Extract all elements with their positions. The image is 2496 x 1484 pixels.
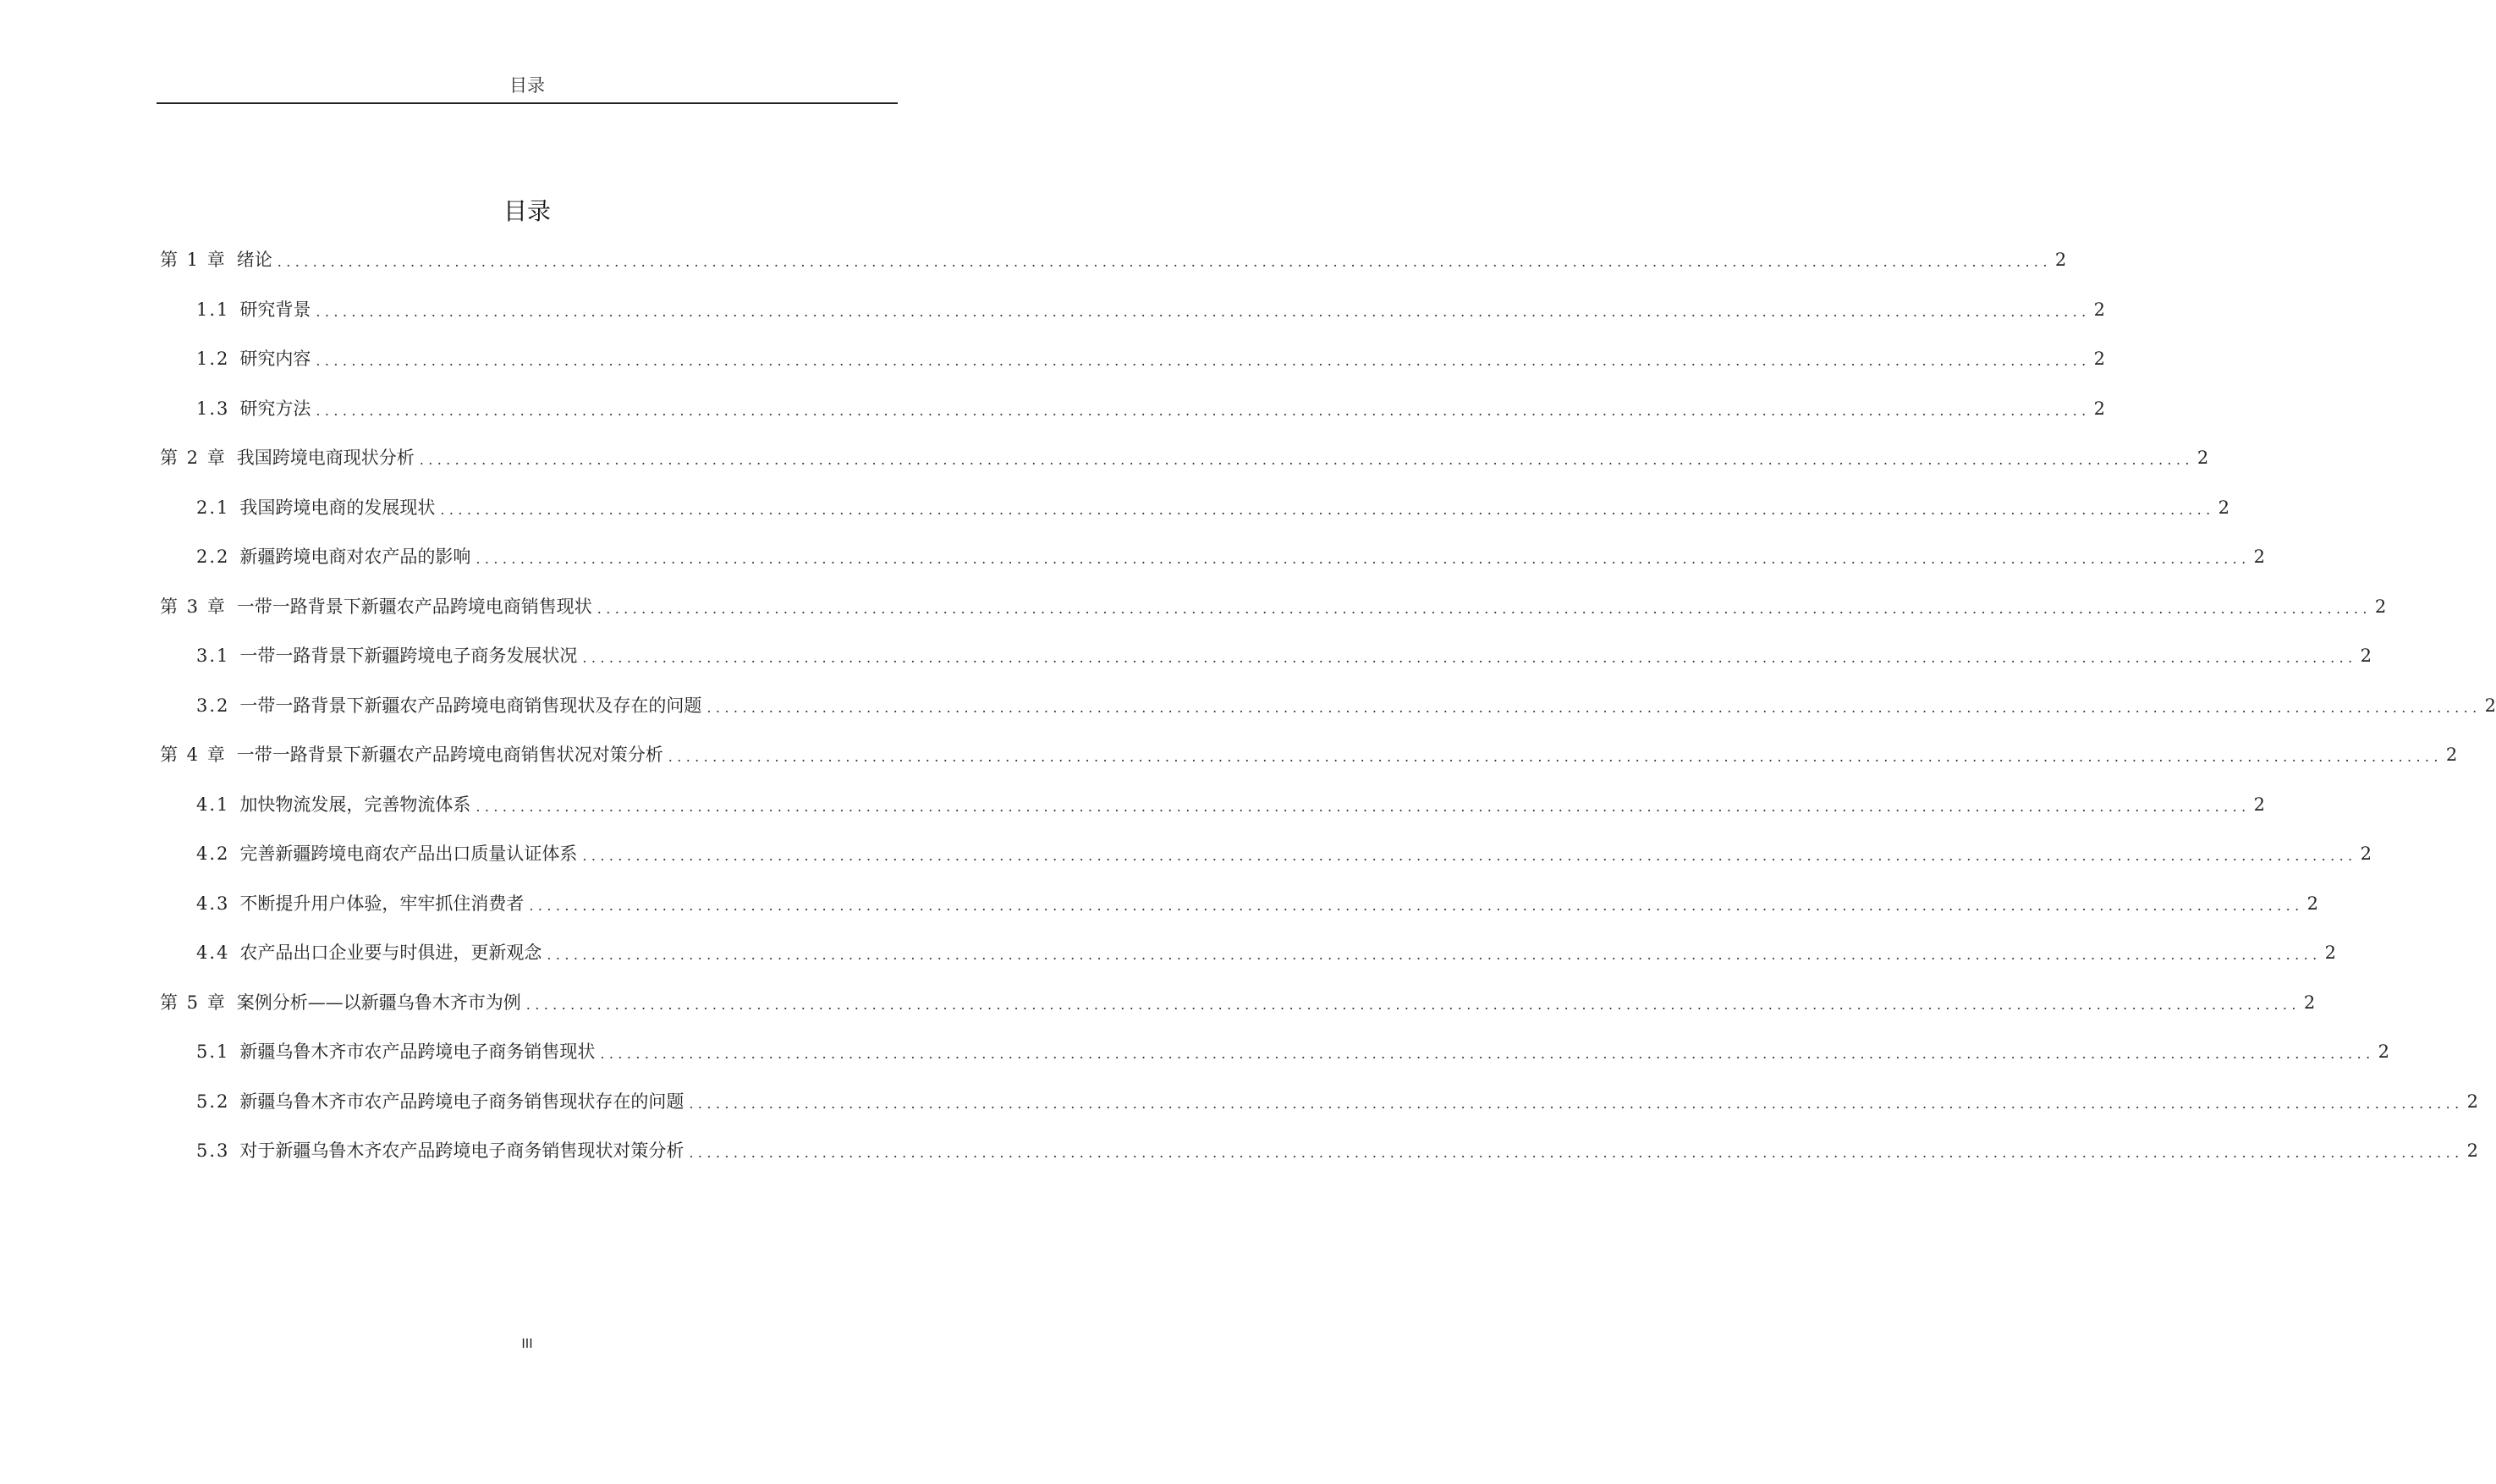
toc-section-entry[interactable] [196, 889, 2318, 918]
toc-entry-number: 2.1 [196, 497, 230, 518]
toc-section-entry[interactable] [196, 493, 2229, 522]
toc-entry-title: 研究背景 [239, 300, 311, 320]
toc-dot-leader: ........................................................................................................................................................................................................ [316, 353, 2091, 369]
toc-entry-number: 1.2 [196, 349, 230, 369]
toc-entry-page: 2 [2374, 596, 2387, 617]
toc-entry-number: 第 3 章 [160, 596, 227, 617]
toc-section-entry[interactable] [196, 1087, 2478, 1116]
toc-entry-number: 4.1 [196, 794, 230, 815]
toc-dot-leader: ........................................................................................................................................................................................................ [316, 403, 2091, 419]
toc-entry-page: 2 [2466, 1140, 2478, 1161]
toc-entry-number: 第 2 章 [160, 448, 227, 468]
toc-entry-page: 2 [2466, 1091, 2478, 1112]
toc-entry-title: 研究内容 [239, 349, 311, 369]
toc-entry-page: 2 [2484, 695, 2496, 716]
toc-entry-page: 2 [2306, 893, 2318, 914]
toc-entry-title: 对于新疆乌鲁木齐农产品跨境电子商务销售现状对策分析 [239, 1140, 684, 1161]
toc-entry-number: 1.1 [196, 300, 230, 320]
toc-entry-title: 我国跨境电商的发展现状 [239, 497, 436, 518]
toc-entry-title: 研究方法 [239, 398, 311, 419]
toc-entry-title: 绪论 [236, 250, 272, 270]
toc-entry-title: 我国跨境电商现状分析 [236, 448, 415, 468]
toc-section-entry[interactable] [196, 1136, 2478, 1165]
header-rule [157, 102, 898, 104]
toc-dot-leader: ........................................................................................................................................................................................................ [689, 1145, 2464, 1161]
toc-dot-leader: ........................................................................................................................................................................................................ [582, 650, 2357, 666]
toc-entry-number: 5.1 [196, 1042, 230, 1062]
toc-entry-number: 2.2 [196, 547, 230, 567]
toc-entry-page: 2 [2093, 300, 2105, 320]
toc-dot-leader: ........................................................................................................................................................................................................ [529, 898, 2304, 914]
toc-section-entry[interactable] [196, 839, 2372, 868]
toc-entry-number: 5.2 [196, 1091, 230, 1112]
toc-entry-title: 新疆乌鲁木齐市农产品跨境电子商务销售现状存在的问题 [239, 1091, 684, 1112]
toc-entry-number: 5.3 [196, 1140, 230, 1161]
toc-title: 目录 [503, 197, 551, 225]
toc-entry-title: 一带一路背景下新疆跨境电子商务发展状况 [239, 646, 578, 666]
toc-entry-page: 2 [2378, 1042, 2389, 1062]
toc-entry-title: 加快物流发展，完善物流体系 [239, 794, 471, 815]
toc-dot-leader: ........................................................................................................................................................................................................ [316, 304, 2091, 320]
toc-entry-page: 2 [2054, 250, 2067, 270]
toc-section-entry[interactable] [196, 344, 2105, 373]
toc-entry-page: 2 [2093, 398, 2105, 419]
toc-chapter-entry[interactable] [160, 443, 2209, 472]
toc-entry-page: 2 [2324, 943, 2336, 963]
toc-entry-title: 不断提升用户体验，牢牢抓住消费者 [239, 893, 525, 914]
toc-chapter-entry[interactable] [160, 245, 2067, 274]
toc-entry-title: 新疆乌鲁木齐市农产品跨境电子商务销售现状 [239, 1042, 596, 1062]
toc-dot-leader: ........................................................................................................................................................................................................ [689, 1096, 2464, 1112]
toc-chapter-entry[interactable] [160, 740, 2458, 769]
toc-entry-number: 第 5 章 [160, 992, 227, 1013]
toc-entry-page: 2 [2360, 844, 2372, 864]
toc-entry-title: 完善新疆跨境电商农产品出口质量认证体系 [239, 844, 578, 864]
toc-section-entry[interactable] [196, 641, 2372, 670]
toc-entry-number: 第 1 章 [160, 250, 227, 270]
toc-dot-leader: ........................................................................................................................................................................................................ [440, 502, 2215, 518]
toc-dot-leader: ........................................................................................................................................................................................................ [706, 700, 2482, 716]
toc-entry-page: 2 [2218, 497, 2229, 518]
toc-dot-leader: ........................................................................................................................................................................................................ [597, 601, 2372, 617]
toc-section-entry[interactable] [196, 790, 2265, 819]
toc-section-entry[interactable] [196, 691, 2496, 720]
toc-entry-title: 一带一路背景下新疆农产品跨境电商销售状况对策分析 [236, 745, 663, 765]
toc-entry-page: 2 [2196, 448, 2209, 468]
toc-chapter-entry[interactable] [160, 592, 2387, 621]
toc-dot-leader: ........................................................................................................................................................................................................ [668, 749, 2443, 765]
toc-section-entry[interactable] [196, 295, 2105, 324]
toc-section-entry[interactable] [196, 938, 2336, 967]
toc-entry-number: 第 4 章 [160, 745, 227, 765]
toc-entry-title: 一带一路背景下新疆农产品跨境电商销售现状 [236, 596, 592, 617]
toc-entry-number: 4.3 [196, 893, 230, 914]
toc-entry-page: 2 [2360, 646, 2372, 666]
toc-dot-leader: ........................................................................................................................................................................................................ [476, 799, 2251, 815]
toc-entry-page: 2 [2303, 992, 2316, 1013]
toc-entry-page: 2 [2253, 794, 2265, 815]
toc-section-entry[interactable] [196, 1037, 2389, 1066]
toc-chapter-entry[interactable] [160, 988, 2316, 1017]
toc-entry-title: 农产品出口企业要与时俱进，更新观念 [239, 943, 542, 963]
toc-section-entry[interactable] [196, 394, 2105, 423]
toc-entry-number: 4.2 [196, 844, 230, 864]
toc-entry-page: 2 [2253, 547, 2265, 567]
toc-entry-number: 3.2 [196, 695, 230, 716]
toc-entry-title: 一带一路背景下新疆农产品跨境电商销售现状及存在的问题 [239, 695, 702, 716]
toc-entry-number: 4.4 [196, 943, 230, 963]
running-header: 目录 [509, 75, 545, 96]
toc-dot-leader: ........................................................................................................................................................................................................ [547, 947, 2322, 963]
toc-dot-leader: ........................................................................................................................................................................................................ [277, 254, 2052, 270]
toc-entry-page: 2 [2445, 745, 2458, 765]
page-number: III [521, 1336, 533, 1351]
toc-dot-leader: ........................................................................................................................................................................................................ [419, 452, 2194, 468]
toc-dot-leader: ........................................................................................................................................................................................................ [525, 997, 2301, 1013]
toc-section-entry[interactable] [196, 542, 2265, 571]
toc-entry-number: 1.3 [196, 398, 230, 419]
toc-entry-page: 2 [2093, 349, 2105, 369]
toc-dot-leader: ........................................................................................................................................................................................................ [476, 551, 2251, 567]
toc-dot-leader: ........................................................................................................................................................................................................ [582, 848, 2357, 864]
toc-entry-title: 新疆跨境电商对农产品的影响 [239, 547, 471, 567]
toc-entry-number: 3.1 [196, 646, 230, 666]
toc-dot-leader: ........................................................................................................................................................................................................ [600, 1046, 2375, 1062]
toc-entry-title: 案例分析——以新疆乌鲁木齐市为例 [236, 992, 521, 1013]
